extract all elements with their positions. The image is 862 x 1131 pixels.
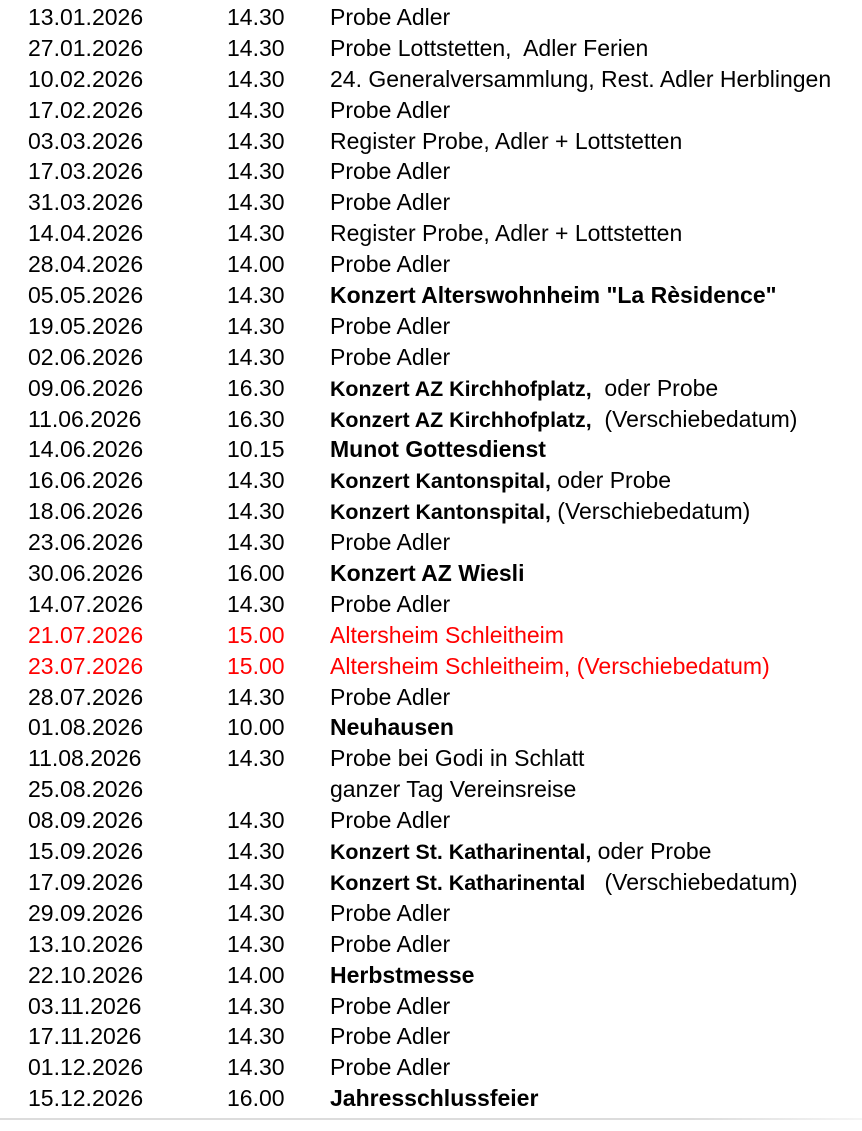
event-date: 16.06.2026: [28, 467, 144, 494]
event-description: [330, 249, 862, 280]
event-text: Register Probe, Adler + Lottstetten: [330, 127, 683, 154]
schedule-row: [28, 33, 862, 64]
event-description: [330, 527, 862, 558]
event-date: 13.10.2026: [28, 930, 144, 957]
event-description: [330, 187, 862, 218]
event-title-bold: Neuhausen: [330, 714, 454, 741]
schedule-row: [28, 373, 862, 404]
event-text: ganzer Tag Vereinsreise: [330, 776, 577, 803]
event-description: [330, 64, 862, 95]
event-text: Probe Adler: [330, 992, 451, 1019]
event-text: Probe Adler: [330, 1054, 451, 1081]
event-time: 14.30: [227, 590, 285, 617]
schedule-row: [28, 805, 862, 836]
event-time: 14.00: [227, 961, 285, 988]
event-title-bold: Konzert AZ Wiesli: [330, 560, 525, 587]
event-time: 15.00: [227, 621, 285, 648]
event-time: 14.30: [227, 838, 285, 865]
event-date: 17.11.2026: [28, 1023, 142, 1050]
event-time: 14.30: [227, 930, 285, 957]
event-date: 14.07.2026: [28, 590, 144, 617]
event-date: 23.07.2026: [28, 652, 144, 679]
event-description: [330, 774, 862, 805]
scan-artifact-line: [0, 1118, 862, 1120]
event-time: 16.00: [227, 1085, 285, 1112]
event-text: Probe Adler: [330, 590, 451, 617]
event-time: 16.30: [227, 374, 285, 401]
event-description: [330, 434, 862, 465]
event-text: Probe Adler: [330, 4, 451, 30]
event-time: 14.30: [227, 992, 285, 1019]
schedule-row: [28, 249, 862, 280]
event-time: 14.30: [227, 745, 285, 772]
event-description: [330, 651, 862, 682]
event-description: [330, 311, 862, 342]
event-text: oder Probe: [591, 838, 712, 865]
event-description: [330, 898, 862, 929]
event-time: 14.30: [227, 4, 285, 30]
event-description: [330, 805, 862, 836]
event-date: 22.10.2026: [28, 961, 144, 988]
event-time: 14.30: [227, 683, 285, 710]
event-date: 01.12.2026: [28, 1054, 144, 1081]
event-time: 14.30: [227, 498, 285, 525]
schedule-row: [28, 95, 862, 126]
event-text: Probe Adler: [330, 189, 451, 216]
event-time: 14.30: [227, 220, 285, 247]
event-description: [330, 836, 862, 867]
event-date: 11.06.2026: [28, 405, 142, 432]
event-date: 15.12.2026: [28, 1085, 144, 1112]
event-date: 17.03.2026: [28, 158, 144, 185]
event-description: [330, 558, 862, 589]
schedule-row: [28, 311, 862, 342]
event-time: 14.30: [227, 158, 285, 185]
event-date: 05.05.2026: [28, 282, 144, 309]
event-time: 16.00: [227, 560, 285, 587]
event-date: 18.06.2026: [28, 498, 144, 525]
event-description: [330, 126, 862, 157]
event-description: [330, 960, 862, 991]
schedule-row: [28, 960, 862, 991]
schedule-row: [28, 867, 862, 898]
event-time: 14.30: [227, 96, 285, 123]
event-text: Probe bei Godi in Schlatt: [330, 745, 585, 772]
schedule-row: [28, 589, 862, 620]
event-title-bold: Konzert St. Katharinental: [330, 870, 586, 895]
event-date: 08.09.2026: [28, 807, 144, 834]
event-title-bold: Munot Gottesdienst: [330, 436, 546, 463]
event-text: Probe Adler: [330, 312, 451, 339]
event-date: 02.06.2026: [28, 343, 144, 370]
event-time: 14.30: [227, 127, 285, 154]
event-description: [330, 620, 862, 651]
event-description: [330, 280, 862, 311]
event-text: Probe Adler: [330, 1023, 451, 1050]
event-time: 14.30: [227, 868, 285, 895]
event-title-bold: Konzert Kantonspital,: [330, 469, 551, 494]
event-title-bold: Konzert AZ Kirchhofplatz,: [330, 376, 592, 401]
event-title-bold: Jahresschlussfeier: [330, 1085, 539, 1112]
event-description: [330, 929, 862, 960]
event-description: [330, 496, 862, 527]
event-time: 14.30: [227, 343, 285, 370]
event-text: Probe Lottstetten, Adler Ferien: [330, 34, 649, 61]
event-time: 14.00: [227, 251, 285, 278]
event-date: 28.04.2026: [28, 251, 144, 278]
event-text: oder Probe: [591, 374, 719, 401]
schedule-row: [28, 280, 862, 311]
event-date: 13.01.2026: [28, 4, 144, 30]
event-time: 16.30: [227, 405, 285, 432]
schedule-row: [28, 218, 862, 249]
event-text: Probe Adler: [330, 158, 451, 185]
event-time: 14.30: [227, 1023, 285, 1050]
event-time: 14.30: [227, 34, 285, 61]
schedule-row: [28, 64, 862, 95]
schedule-row: [28, 1083, 862, 1114]
schedule-row: [28, 1021, 862, 1052]
event-description: [330, 1021, 862, 1052]
schedule-row: [28, 898, 862, 929]
event-text: Probe Adler: [330, 807, 451, 834]
event-date: 30.06.2026: [28, 560, 144, 587]
event-description: [330, 2, 862, 33]
event-text: Probe Adler: [330, 251, 451, 278]
event-text: (Verschiebedatum): [550, 498, 751, 525]
event-time: 14.30: [227, 899, 285, 926]
event-text: (Verschiebedatum): [585, 868, 798, 895]
event-description: [330, 991, 862, 1022]
event-title-bold: Herbstmesse: [330, 961, 475, 988]
schedule-row: [28, 342, 862, 373]
event-date: 01.08.2026: [28, 714, 144, 741]
event-description: [330, 404, 862, 435]
event-date: 14.04.2026: [28, 220, 144, 247]
event-title-bold: Konzert Alterswohnheim "La Rèsidence": [330, 282, 777, 309]
event-time: 14.30: [227, 189, 285, 216]
event-time: 14.30: [227, 467, 285, 494]
event-text: oder Probe: [550, 467, 672, 494]
schedule-row: [28, 465, 862, 496]
event-description: [330, 743, 862, 774]
schedule-row: [28, 836, 862, 867]
schedule-row: [28, 527, 862, 558]
event-date: 17.09.2026: [28, 868, 144, 895]
schedule-row: [28, 682, 862, 713]
event-description: [330, 589, 862, 620]
event-description: [330, 867, 862, 898]
event-date: 19.05.2026: [28, 312, 144, 339]
schedule-row: [28, 2, 862, 33]
event-text: (Verschiebedatum): [591, 405, 798, 432]
event-text: Altersheim Schleitheim, (Verschiebedatum): [330, 652, 770, 679]
event-description: [330, 373, 862, 404]
event-time: 10.00: [227, 714, 285, 741]
schedule-row: [28, 558, 862, 589]
event-date: 09.06.2026: [28, 374, 144, 401]
event-text: Probe Adler: [330, 683, 451, 710]
event-description: [330, 1052, 862, 1083]
schedule-row: [28, 1052, 862, 1083]
schedule-row: [28, 712, 862, 743]
event-time: [227, 774, 330, 805]
event-date: 03.03.2026: [28, 127, 144, 154]
event-date: 11.08.2026: [28, 745, 142, 772]
event-description: [330, 465, 862, 496]
event-text: Probe Adler: [330, 343, 451, 370]
schedule-row: [28, 774, 862, 805]
event-title-bold: Konzert Kantonspital,: [330, 500, 551, 525]
event-description: [330, 342, 862, 373]
schedule-row: [28, 187, 862, 218]
event-time: 14.30: [227, 1054, 285, 1081]
schedule-row: [28, 156, 862, 187]
event-date: 14.06.2026: [28, 436, 144, 463]
event-date: 29.09.2026: [28, 899, 144, 926]
event-title-bold: Konzert St. Katharinental,: [330, 840, 592, 865]
event-time: 14.30: [227, 282, 285, 309]
event-description: [330, 95, 862, 126]
event-time: 14.30: [227, 807, 285, 834]
schedule-row: [28, 496, 862, 527]
schedule-row: [28, 651, 862, 682]
event-description: [330, 1083, 862, 1114]
event-time: 15.00: [227, 652, 285, 679]
event-date: 17.02.2026: [28, 96, 144, 123]
schedule-row: [28, 929, 862, 960]
schedule-row: [28, 126, 862, 157]
event-description: [330, 712, 862, 743]
event-text: Probe Adler: [330, 930, 451, 957]
event-text: Altersheim Schleitheim: [330, 621, 564, 648]
event-time: 14.30: [227, 65, 285, 92]
event-date: 31.03.2026: [28, 189, 144, 216]
event-text: 24. Generalversammlung, Rest. Adler Herblingen: [330, 65, 832, 92]
event-date: 03.11.2026: [28, 992, 142, 1019]
event-date: 27.01.2026: [28, 34, 144, 61]
event-time: 14.30: [227, 312, 285, 339]
event-date: 28.07.2026: [28, 683, 144, 710]
event-title-bold: Konzert AZ Kirchhofplatz,: [330, 407, 592, 432]
event-description: [330, 682, 862, 713]
schedule-row: [28, 991, 862, 1022]
event-text: Probe Adler: [330, 529, 451, 556]
event-date: 23.06.2026: [28, 529, 144, 556]
event-date: 15.09.2026: [28, 838, 144, 865]
event-time: 10.15: [227, 436, 285, 463]
schedule-row: [28, 620, 862, 651]
schedule-row: [28, 434, 862, 465]
schedule-row: [28, 743, 862, 774]
event-description: [330, 218, 862, 249]
event-text: Probe Adler: [330, 899, 451, 926]
event-text: Register Probe, Adler + Lottstetten: [330, 220, 683, 247]
event-text: Probe Adler: [330, 96, 451, 123]
event-date: 10.02.2026: [28, 65, 144, 92]
schedule-row: [28, 404, 862, 435]
event-date: 25.08.2026: [28, 776, 144, 803]
event-date: 21.07.2026: [28, 621, 144, 648]
event-description: [330, 156, 862, 187]
event-description: [330, 33, 862, 64]
event-time: 14.30: [227, 529, 285, 556]
